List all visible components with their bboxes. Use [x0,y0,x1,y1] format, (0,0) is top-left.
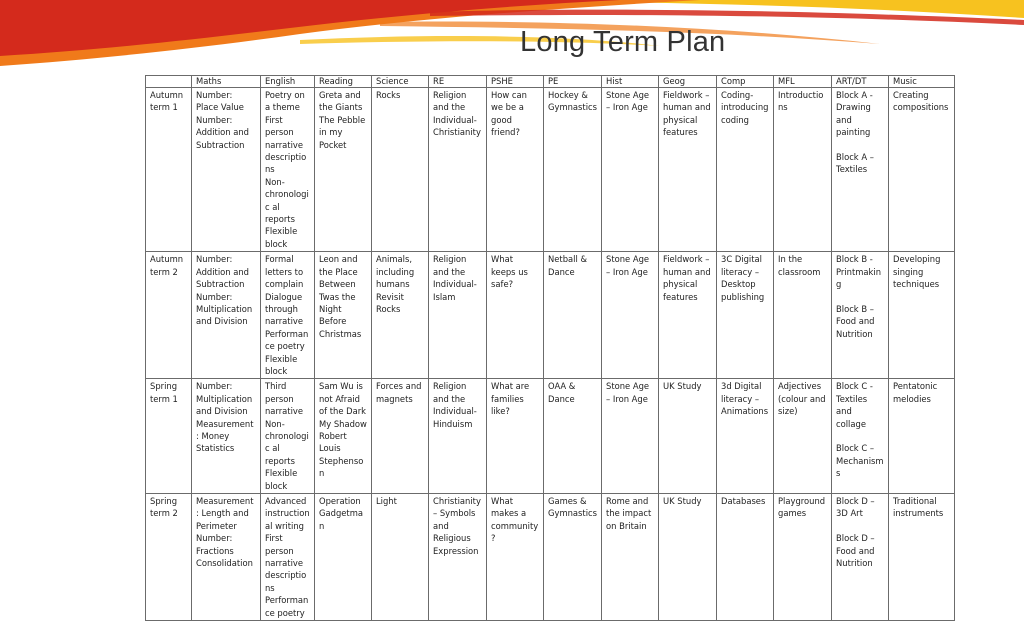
art-dt-cell: Block A - Drawing and painting Block A – Textiles [832,88,889,252]
term-cell: Spring term 2 [146,494,192,621]
pshe-cell: What keeps us safe? [487,252,544,379]
music-cell: Developing singing techniques [889,252,955,379]
re-cell: Religion and the Individual-Islam [429,252,487,379]
comp-cell: 3C Digital literacy – Desktop publishing [717,252,774,379]
geog-cell: UK Study [659,379,717,494]
reading-cell: Greta and the Giants The Pebble in my Pocket [315,88,372,252]
pe-cell: Hockey & Gymnastics [544,88,602,252]
table-header-row [146,76,955,88]
header-cell-comp: Comp [717,76,774,88]
pshe-cell: What are families like? [487,379,544,494]
music-cell: Traditional instruments [889,494,955,621]
pe-cell: Games & Gymnastics [544,494,602,621]
hist-cell: Rome and the impact on Britain [602,494,659,621]
header-cell-art-dt: ART/DT [832,76,889,88]
mfl-cell: Adjectives (colour and size) [774,379,832,494]
header-cell-music: Music [889,76,955,88]
science-cell: Animals, including humans Revisit Rocks [372,252,429,379]
term-cell: Autumn term 2 [146,252,192,379]
slide-title: Long Term Plan [520,26,726,58]
comp-cell: Databases [717,494,774,621]
header-cell-hist: Hist [602,76,659,88]
long-term-plan-table [145,75,955,621]
geog-cell: Fieldwork – human and physical features [659,252,717,379]
re-cell: Christianity – Symbols and Religious Expression [429,494,487,621]
re-cell: Religion and the Individual-Christianity [429,88,487,252]
english-cell: Poetry on a theme First person narrative descriptions Non-chronologic al reports Flexible block [261,88,315,252]
table-row-autumn-term-2 [146,252,955,379]
header-cell-reading: Reading [315,76,372,88]
pshe-cell: What makes a community? [487,494,544,621]
hist-cell: Stone Age – Iron Age [602,88,659,252]
reading-cell: Leon and the Place Between Twas the Night Before Christmas [315,252,372,379]
re-cell: Religion and the Individual-Hinduism [429,379,487,494]
pe-cell: Netball & Dance [544,252,602,379]
header-cell-science: Science [372,76,429,88]
table-row-spring-term-2 [146,494,955,621]
header-cell-re: RE [429,76,487,88]
hist-cell: Stone Age – Iron Age [602,379,659,494]
header-cell-mfl: MFL [774,76,832,88]
hist-cell: Stone Age – Iron Age [602,252,659,379]
geog-cell: Fieldwork – human and physical features [659,88,717,252]
mfl-cell: Introductions [774,88,832,252]
art-dt-cell: Block D – 3D Art Block D – Food and Nutrition [832,494,889,621]
maths-cell: Number: Place Value Number: Addition and Subtraction [192,88,261,252]
art-dt-cell: Block B - Printmaking Block B – Food and Nutrition [832,252,889,379]
comp-cell: Coding-introducing coding [717,88,774,252]
pe-cell: OAA & Dance [544,379,602,494]
table-row-autumn-term-1 [146,88,955,252]
header-cell-pshe: PSHE [487,76,544,88]
art-dt-cell: Block C - Textiles and collage Block C – Mechanisms [832,379,889,494]
music-cell: Pentatonic melodies [889,379,955,494]
geog-cell: UK Study [659,494,717,621]
reading-cell: Operation Gadgetman [315,494,372,621]
header-cell-pe: PE [544,76,602,88]
music-cell: Creating compositions [889,88,955,252]
term-cell: Autumn term 1 [146,88,192,252]
header-cell-maths: Maths [192,76,261,88]
mfl-cell: In the classroom [774,252,832,379]
science-cell: Light [372,494,429,621]
maths-cell: Number: Multiplication and Division Measurement: Money Statistics [192,379,261,494]
english-cell: Formal letters to complain Dialogue through narrative Performan ce poetry Flexible block [261,252,315,379]
table-row-spring-term-1 [146,379,955,494]
maths-cell: Measurement: Length and Perimeter Number: Fractions Consolidation [192,494,261,621]
science-cell: Rocks [372,88,429,252]
reading-cell: Sam Wu is not Afraid of the Dark My Shadow Robert Louis Stephenson [315,379,372,494]
term-cell: Spring term 1 [146,379,192,494]
english-cell: Third person narrative Non-chronologic al reports Flexible block [261,379,315,494]
mfl-cell: Playground games [774,494,832,621]
header-cell-geog: Geog [659,76,717,88]
header-cell-corner [146,76,192,88]
comp-cell: 3d Digital literacy – Animations [717,379,774,494]
maths-cell: Number: Addition and Subtraction Number: Multiplication and Division [192,252,261,379]
pshe-cell: How can we be a good friend? [487,88,544,252]
science-cell: Forces and magnets [372,379,429,494]
header-cell-english: English [261,76,315,88]
english-cell: Advanced instruction al writing First person narrative descriptions Performan ce poetry [261,494,315,621]
